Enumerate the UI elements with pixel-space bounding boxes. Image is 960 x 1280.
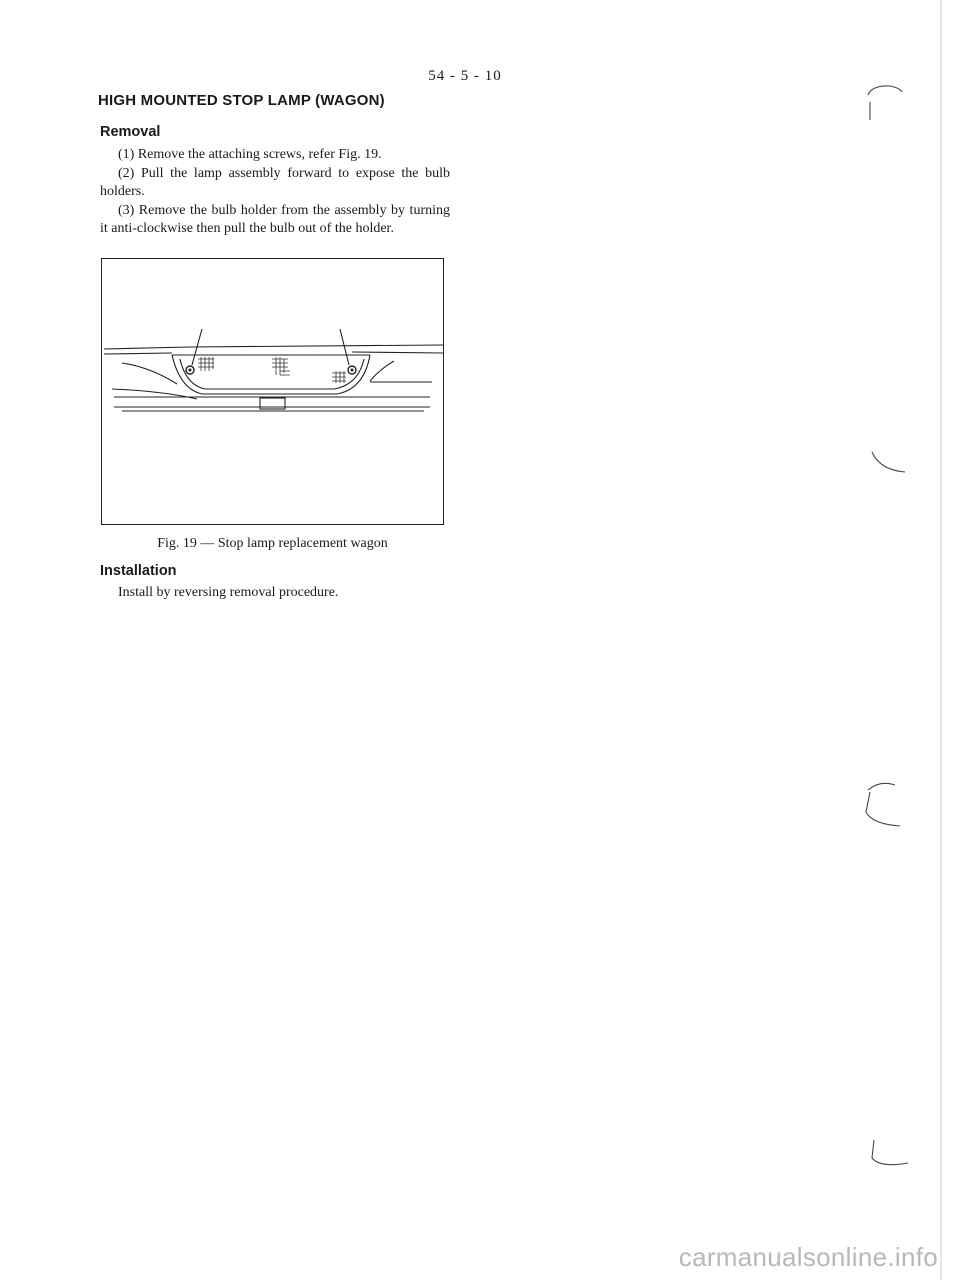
installation-heading: Installation <box>100 563 177 579</box>
page-title: HIGH MOUNTED STOP LAMP (WAGON) <box>98 92 385 109</box>
watermark: carmanualsonline.info <box>678 1242 938 1272</box>
removal-step-1: (1) Remove the attaching screws, refer Fig. 19. <box>118 147 382 162</box>
page-number: 54 - 5 - 10 <box>428 68 502 84</box>
removal-step-3: (3) Remove the bulb holder from the assembly by turning it anti-clockwise then pull the bulb out of the holder. <box>100 202 450 236</box>
figure-caption: Fig. 19 — Stop lamp replacement wagon <box>157 536 388 551</box>
removal-step-2: (2) Pull the lamp assembly forward to expose the bulb holders. <box>100 165 450 199</box>
installation-text: Install by reversing removal procedure. <box>118 585 339 600</box>
removal-heading: Removal <box>100 124 161 140</box>
